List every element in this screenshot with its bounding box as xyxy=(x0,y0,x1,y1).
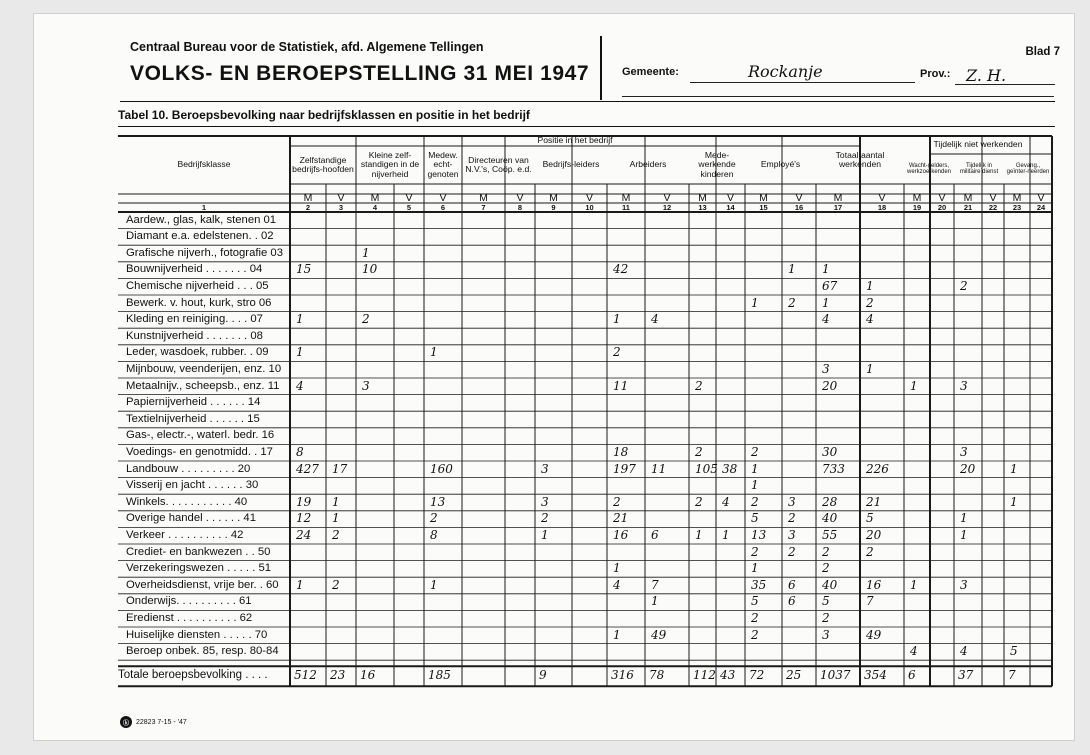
cell-value: 4 xyxy=(910,644,918,659)
column-number: 21 xyxy=(963,202,973,212)
cell-value: 1 xyxy=(910,577,918,592)
cell-value: 1 xyxy=(866,278,874,293)
province-value: Z. H. xyxy=(966,66,1007,85)
form-title: VOLKS- EN BEROEPSTELLING 31 MEI 1947 xyxy=(130,62,590,85)
sex-header: V xyxy=(585,192,593,204)
cell-value: 2 xyxy=(751,610,759,625)
group-header: Positie in het bedrijf xyxy=(537,135,613,146)
cell-value: 160 xyxy=(430,461,453,476)
sex-header: M xyxy=(759,192,768,204)
position-header: Mede-werkende kinderen xyxy=(698,150,736,179)
total-value: 78 xyxy=(649,668,665,683)
sex-header: M xyxy=(912,192,922,204)
sex-header: M xyxy=(698,192,707,204)
total-value: 72 xyxy=(749,668,765,683)
cell-value: 4 xyxy=(960,644,968,659)
cell-value: 2 xyxy=(751,627,759,642)
row-label: Beroep onbek. 85, resp. 80-84 xyxy=(126,645,279,658)
cell-value: 20 xyxy=(822,378,838,393)
cell-value: 1 xyxy=(296,312,304,327)
total-value: 23 xyxy=(330,668,346,683)
cell-value: 1 xyxy=(960,527,968,542)
cell-value: 40 xyxy=(822,511,838,526)
cell-value: 3 xyxy=(541,461,549,476)
cell-value: 2 xyxy=(695,444,703,459)
sex-header: V xyxy=(878,192,886,204)
cell-value: 4 xyxy=(866,312,874,327)
cell-value: 2 xyxy=(788,544,796,559)
column-number: 16 xyxy=(794,202,804,212)
cell-value: 1 xyxy=(866,361,874,376)
column-number: 4 xyxy=(372,202,378,212)
row-label: Papiernijverheid . . . . . . 14 xyxy=(126,396,261,409)
row-label: Gas-, electr.-, waterl. bedr. 16 xyxy=(126,429,275,442)
row-label: Textielnijverheid . . . . . . 15 xyxy=(126,412,260,425)
cell-value: 21 xyxy=(613,511,629,526)
cell-value: 2 xyxy=(613,494,621,509)
cell-value: 1 xyxy=(910,378,918,393)
row-label: Mijnbouw, veenderijen, enz. 10 xyxy=(126,362,282,375)
cell-value: 1 xyxy=(722,527,730,542)
total-value: 112 xyxy=(693,668,716,683)
cell-value: 8 xyxy=(296,444,304,459)
province-label: Prov.: xyxy=(920,68,951,80)
cell-value: 1 xyxy=(751,561,759,576)
cell-value: 1 xyxy=(1010,494,1018,509)
cell-value: 49 xyxy=(866,627,882,642)
row-label: Chemische nijverheid . . . 05 xyxy=(126,279,269,292)
stub-header: Bedrijfsklasse xyxy=(177,159,231,170)
row-label: Kleding en reiniging. . . . 07 xyxy=(126,313,263,326)
row-label: Overheidsdienst, vrije ber. . 60 xyxy=(126,578,279,591)
column-number: 23 xyxy=(1012,202,1022,212)
cell-value: 226 xyxy=(866,461,889,476)
cell-value: 17 xyxy=(332,461,348,476)
print-code: 22823 7-15 - '47 xyxy=(136,718,187,726)
row-label: Bouwnijverheid . . . . . . . 04 xyxy=(126,263,263,276)
column-number: 17 xyxy=(833,202,843,212)
cell-value: 35 xyxy=(751,577,767,592)
total-value: 37 xyxy=(958,668,974,683)
cell-value: 12 xyxy=(296,511,312,526)
sex-header: V xyxy=(938,192,946,204)
cell-value: 40 xyxy=(822,577,838,592)
cell-value: 2 xyxy=(788,295,796,310)
cell-value: 3 xyxy=(822,361,830,376)
cell-value: 1 xyxy=(613,312,621,327)
sheet-number: Blad 7 xyxy=(1025,46,1060,58)
row-label: Grafische nijverh., fotografie 03 xyxy=(126,246,283,259)
column-number: 2 xyxy=(305,202,311,212)
sex-header: V xyxy=(337,192,345,204)
column-number: 9 xyxy=(551,202,556,212)
total-value: 16 xyxy=(360,668,376,683)
cell-value: 6 xyxy=(788,594,796,609)
cell-value: 2 xyxy=(822,544,830,559)
column-number: 10 xyxy=(585,202,594,212)
sex-header: V xyxy=(1037,192,1045,204)
position-header: Arbeiders xyxy=(629,159,667,170)
cell-value: 5 xyxy=(866,511,874,526)
cell-value: 3 xyxy=(362,378,370,393)
column-number: 5 xyxy=(406,202,412,212)
sex-header: V xyxy=(989,192,997,204)
row-label: Leder, wasdoek, rubber. . 09 xyxy=(126,346,269,359)
sex-header: M xyxy=(1012,192,1022,204)
column-number: 15 xyxy=(759,202,768,212)
cell-value: 3 xyxy=(541,494,549,509)
position-header: Bedrijfs-leiders xyxy=(542,159,600,170)
row-label: Winkels. . . . . . . . . . . 40 xyxy=(126,495,248,508)
sex-header: V xyxy=(516,192,524,204)
total-value: 9 xyxy=(539,668,547,683)
cell-value: 13 xyxy=(751,527,767,542)
cell-value: 1 xyxy=(788,262,796,277)
cell-value: 1 xyxy=(822,295,830,310)
position-header: Employé's xyxy=(760,159,801,170)
cell-value: 427 xyxy=(296,461,319,476)
sex-header: M xyxy=(479,192,488,204)
total-value: 25 xyxy=(786,668,802,683)
row-label: Kunstnijverheid . . . . . . . 08 xyxy=(126,329,263,342)
cell-value: 7 xyxy=(651,577,659,592)
row-label: Verkeer . . . . . . . . . . 42 xyxy=(126,528,244,541)
column-number: 19 xyxy=(912,202,922,212)
cell-value: 3 xyxy=(960,577,968,592)
cell-value: 13 xyxy=(430,494,446,509)
cell-value: 2 xyxy=(822,561,830,576)
cell-value: 4 xyxy=(613,577,621,592)
cell-value: 1 xyxy=(822,262,830,277)
cell-value: 20 xyxy=(960,461,976,476)
cell-value: 1 xyxy=(651,594,659,609)
cell-value: 1 xyxy=(960,511,968,526)
cell-value: 1 xyxy=(751,295,759,310)
cell-value: 1 xyxy=(1010,461,1018,476)
row-label: Onderwijs. . . . . . . . . . 61 xyxy=(126,595,252,608)
cell-value: 11 xyxy=(651,461,667,476)
cell-value: 2 xyxy=(751,444,759,459)
cell-value: 67 xyxy=(822,278,838,293)
cell-value: 1 xyxy=(695,527,703,542)
cell-value: 2 xyxy=(541,511,549,526)
column-number: 6 xyxy=(440,202,446,212)
sex-header: V xyxy=(405,192,413,204)
sex-header: M xyxy=(621,192,631,204)
cell-value: 1 xyxy=(430,345,438,360)
cell-value: 6 xyxy=(788,577,796,592)
total-value: 43 xyxy=(720,668,736,683)
total-value: 6 xyxy=(908,668,916,683)
cell-value: 733 xyxy=(822,461,845,476)
sex-header: M xyxy=(833,192,843,204)
column-number: 20 xyxy=(937,202,947,212)
sex-header: M xyxy=(963,192,973,204)
cell-value: 2 xyxy=(751,544,759,559)
cell-value: 1 xyxy=(296,345,304,360)
row-label: Crediet- en bankwezen . . 50 xyxy=(126,545,271,558)
cell-value: 105 xyxy=(695,461,718,476)
column-number: 1 xyxy=(201,202,207,212)
cell-value: 1 xyxy=(751,478,759,493)
cell-value: 30 xyxy=(822,444,838,459)
cell-value: 38 xyxy=(722,461,738,476)
inactive-subheader: Wacht-gelders, werkzoe-kenden xyxy=(906,162,952,175)
column-number: 13 xyxy=(698,202,707,212)
row-label: Verzekeringswezen . . . . . 51 xyxy=(126,562,272,575)
cell-value: 4 xyxy=(296,378,304,393)
cell-value: 55 xyxy=(822,527,838,542)
inactive-header: Tijdelijk niet werkenden xyxy=(933,139,1023,150)
cell-value: 20 xyxy=(866,527,882,542)
cell-value: 3 xyxy=(788,527,796,542)
position-header: Directeuren van N.V.'s, Coöp. e.d. xyxy=(465,154,532,174)
cell-value: 5 xyxy=(822,594,830,609)
cell-value: 5 xyxy=(751,511,759,526)
cell-value: 2 xyxy=(751,494,759,509)
total-value: 316 xyxy=(611,668,634,683)
total-row-label: Totale beroepsbevolking . . . . xyxy=(118,669,268,682)
cell-value: 15 xyxy=(296,262,312,277)
position-header: Kleine zelf-standigen in de nijverheid xyxy=(360,150,420,179)
cell-value: 2 xyxy=(960,278,968,293)
cell-value: 10 xyxy=(362,262,378,277)
cell-value: 2 xyxy=(788,511,796,526)
position-header: Zelfstandige bedrijfs-hoofden xyxy=(292,154,354,174)
gemeente-value: Rockanje xyxy=(748,62,823,81)
total-value: 354 xyxy=(864,668,887,683)
cell-value: 1 xyxy=(613,561,621,576)
cell-value: 2 xyxy=(866,544,874,559)
sex-header: V xyxy=(439,192,447,204)
inactive-subheader: Gevang., geïnter-neerden xyxy=(1006,162,1050,175)
cell-value: 1 xyxy=(541,527,549,542)
cell-value: 1 xyxy=(613,627,621,642)
cell-value: 1 xyxy=(751,461,759,476)
cell-value: 3 xyxy=(960,378,968,393)
column-number: 3 xyxy=(338,202,344,212)
sex-header: M xyxy=(549,192,558,204)
cell-value: 42 xyxy=(613,262,629,277)
row-label: Aardew., glas, kalk, stenen 01 xyxy=(126,213,277,226)
sex-header: V xyxy=(795,192,803,204)
column-number: 12 xyxy=(662,202,672,212)
cell-value: 1 xyxy=(332,494,340,509)
column-number: 14 xyxy=(726,202,735,212)
cell-value: 49 xyxy=(651,627,667,642)
cell-value: 2 xyxy=(613,345,621,360)
column-number: 22 xyxy=(988,202,998,212)
cell-value: 3 xyxy=(960,444,968,459)
cell-value: 19 xyxy=(296,494,312,509)
row-label: Diamant e.a. edelstenen. . 02 xyxy=(126,230,274,243)
row-label: Eredienst . . . . . . . . . . 62 xyxy=(126,611,253,624)
cell-value: 2 xyxy=(695,378,703,393)
row-label: Voedings- en genotmidd. . 17 xyxy=(126,445,273,458)
row-label: Visserij en jacht . . . . . . 30 xyxy=(126,479,259,492)
column-number: 8 xyxy=(517,202,523,212)
cell-value: 16 xyxy=(613,527,629,542)
organisation-name: Centraal Bureau voor de Statistiek, afd. Algemene Tellingen xyxy=(130,40,484,54)
cell-value: 8 xyxy=(430,527,438,542)
gemeente-label: Gemeente: xyxy=(622,66,679,78)
cell-value: 5 xyxy=(751,594,759,609)
cell-value: 2 xyxy=(362,312,370,327)
cell-value: 28 xyxy=(822,494,838,509)
total-header: Totaal aantal werkenden xyxy=(835,149,885,169)
row-label: Metaalnijv., scheepsb., enz. 11 xyxy=(126,379,280,392)
cell-value: 5 xyxy=(1010,644,1018,659)
cell-value: 1 xyxy=(362,245,370,260)
cell-value: 7 xyxy=(866,594,874,609)
cell-value: 18 xyxy=(613,444,629,459)
cell-value: 2 xyxy=(866,295,874,310)
cell-value: 4 xyxy=(651,312,659,327)
total-value: 1037 xyxy=(820,668,851,683)
row-label: Landbouw . . . . . . . . . 20 xyxy=(126,462,251,475)
inactive-subheader: Tijdelijk in militaire dienst xyxy=(959,162,999,175)
printer-logo-icon: ⓚ xyxy=(120,716,132,728)
column-number: 11 xyxy=(622,202,630,212)
total-value: 7 xyxy=(1008,668,1016,683)
sex-header: M xyxy=(303,192,313,204)
total-value: 512 xyxy=(294,668,317,683)
cell-value: 4 xyxy=(722,494,730,509)
cell-value: 2 xyxy=(822,610,830,625)
cell-value: 1 xyxy=(332,511,340,526)
cell-value: 11 xyxy=(613,378,629,393)
cell-value: 2 xyxy=(332,527,340,542)
column-number: 7 xyxy=(481,202,486,212)
total-value: 185 xyxy=(428,668,451,683)
cell-value: 2 xyxy=(332,577,340,592)
position-header: Medew. echt-genoten xyxy=(427,150,459,179)
cell-value: 21 xyxy=(866,494,882,509)
cell-value: 6 xyxy=(651,527,659,542)
cell-value: 16 xyxy=(866,577,882,592)
cell-value: 2 xyxy=(430,511,438,526)
sex-header: V xyxy=(726,192,734,204)
cell-value: 1 xyxy=(430,577,438,592)
cell-value: 3 xyxy=(822,627,830,642)
row-label: Bewerk. v. hout, kurk, stro 06 xyxy=(126,296,272,309)
cell-value: 3 xyxy=(788,494,796,509)
cell-value: 2 xyxy=(695,494,703,509)
sex-header: M xyxy=(370,192,380,204)
cell-value: 1 xyxy=(296,577,304,592)
cell-value: 4 xyxy=(822,312,830,327)
column-number: 24 xyxy=(1036,202,1046,212)
cell-value: 24 xyxy=(296,527,312,542)
column-number: 18 xyxy=(877,202,887,212)
sex-header: V xyxy=(663,192,671,204)
table-title: Tabel 10. Beroepsbevolking naar bedrijfsklassen en positie in het bedrijf xyxy=(118,108,530,122)
print-footer xyxy=(120,716,187,728)
row-label: Overige handel . . . . . . 41 xyxy=(126,512,256,525)
row-label: Huiselijke diensten . . . . . 70 xyxy=(126,628,268,641)
cell-value: 197 xyxy=(613,461,636,476)
